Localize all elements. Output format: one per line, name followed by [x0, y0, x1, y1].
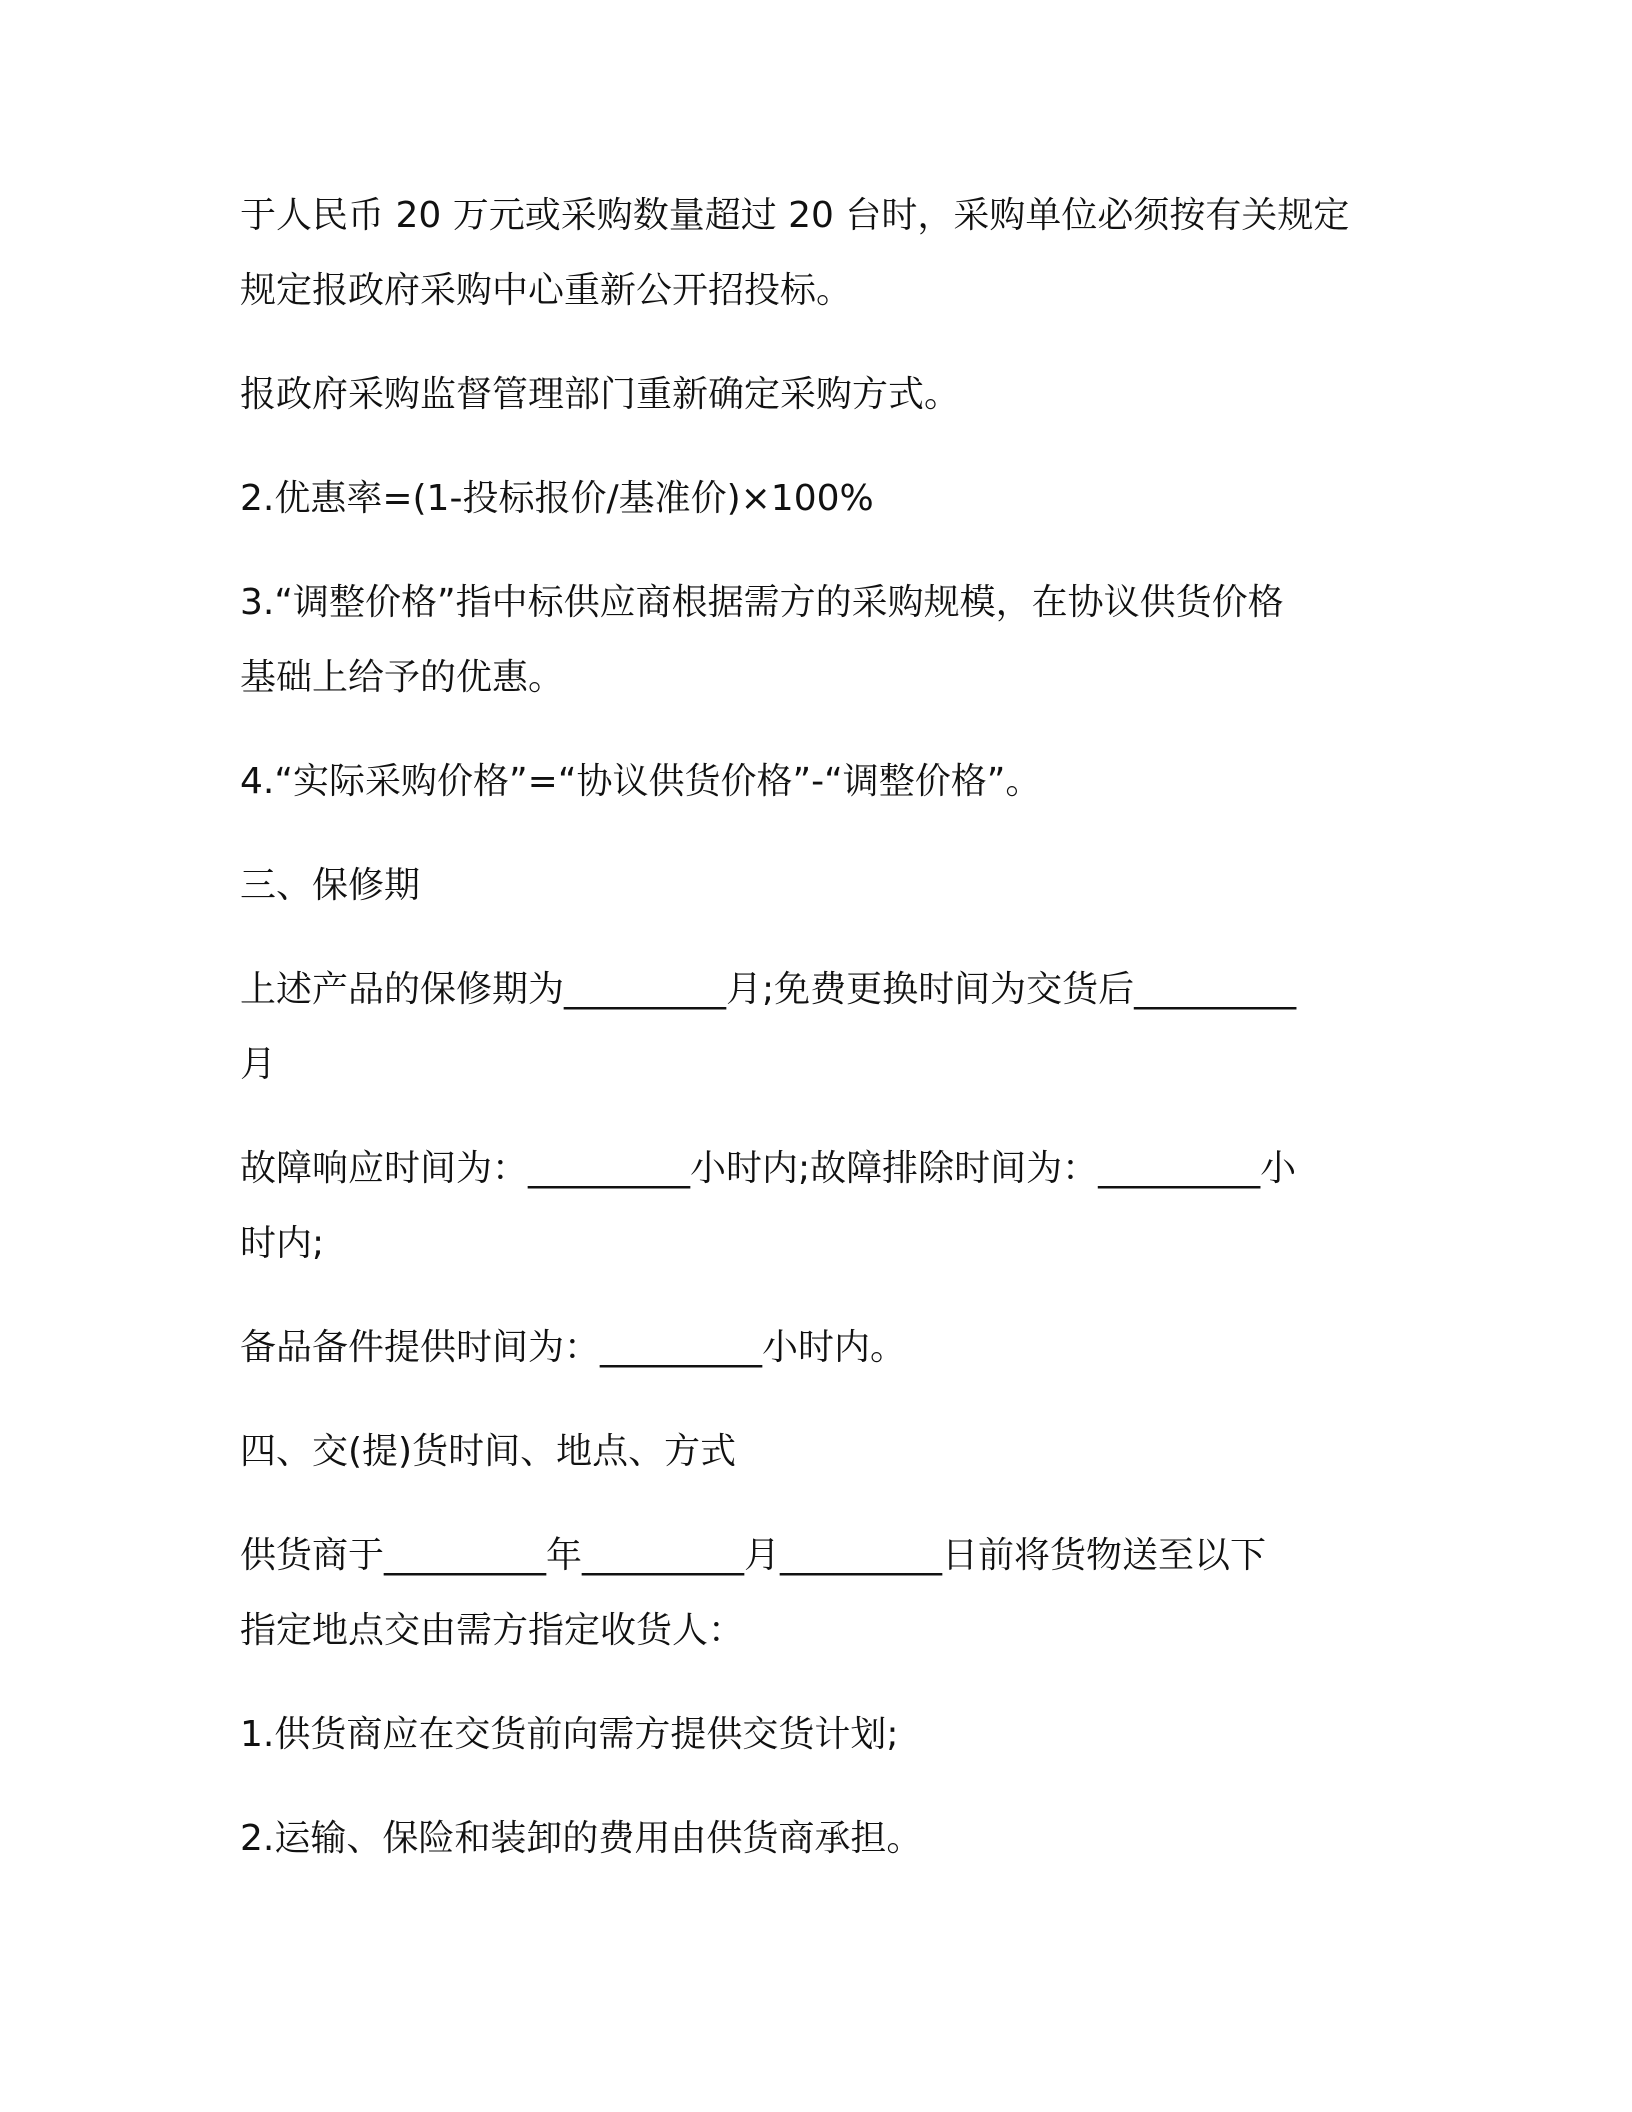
text-line: 2.优惠率=(1-投标报价/基准价)×100% [240, 478, 874, 519]
document-page [240, 178, 1400, 1905]
paragraph-procurement-rule [240, 178, 1400, 328]
text-line: 供货商于_________年_________月_________日前将货物送至以下 [240, 1535, 1267, 1576]
text-line: 规定报政府采购中心重新公开招投标。 [240, 270, 853, 311]
paragraph-spare-parts [240, 1310, 1400, 1385]
text-line: 1.供货商应在交货前向需方提供交货计划; [240, 1714, 899, 1755]
section-heading: 四、交(提)货时间、地点、方式 [240, 1431, 737, 1472]
text-line: 指定地点交由需方指定收货人： [240, 1610, 745, 1651]
paragraph-discount-formula [240, 461, 1400, 536]
list-item-delivery-plan [240, 1697, 1400, 1772]
text-line: 2.运输、保险和装卸的费用由供货商承担。 [240, 1818, 923, 1859]
text-line: 月 [240, 1044, 277, 1085]
paragraph-adjusted-price-definition [240, 565, 1400, 715]
text-line: 基础上给予的优惠。 [240, 657, 565, 698]
heading-warranty-period [240, 848, 1400, 923]
heading-delivery [240, 1414, 1400, 1489]
text-line: 4.“实际采购价格”=“协议供货价格”-“调整价格”。 [240, 761, 1042, 802]
list-item-delivery-costs [240, 1801, 1400, 1876]
text-line: 3.“调整价格”指中标供应商根据需方的采购规模，在协议供货价格 [240, 582, 1284, 623]
text-line: 故障响应时间为：_________小时内;故障排除时间为：_________小 [240, 1148, 1297, 1189]
section-heading: 三、保修期 [240, 865, 421, 906]
text-line: 于人民币 20 万元或采购数量超过 20 台时，采购单位必须按有关规定 [240, 195, 1350, 236]
paragraph-fault-response [240, 1131, 1400, 1281]
text-line: 时内; [240, 1223, 325, 1264]
paragraph-delivery-date [240, 1518, 1400, 1668]
text-line: 上述产品的保修期为_________月;免费更换时间为交货后_________ [240, 969, 1297, 1010]
text-line: 备品备件提供时间为：_________小时内。 [240, 1327, 907, 1368]
text-line: 报政府采购监督管理部门重新确定采购方式。 [240, 374, 961, 415]
paragraph-procurement-method [240, 357, 1400, 432]
paragraph-warranty-terms [240, 952, 1400, 1102]
paragraph-actual-price-formula [240, 744, 1400, 819]
